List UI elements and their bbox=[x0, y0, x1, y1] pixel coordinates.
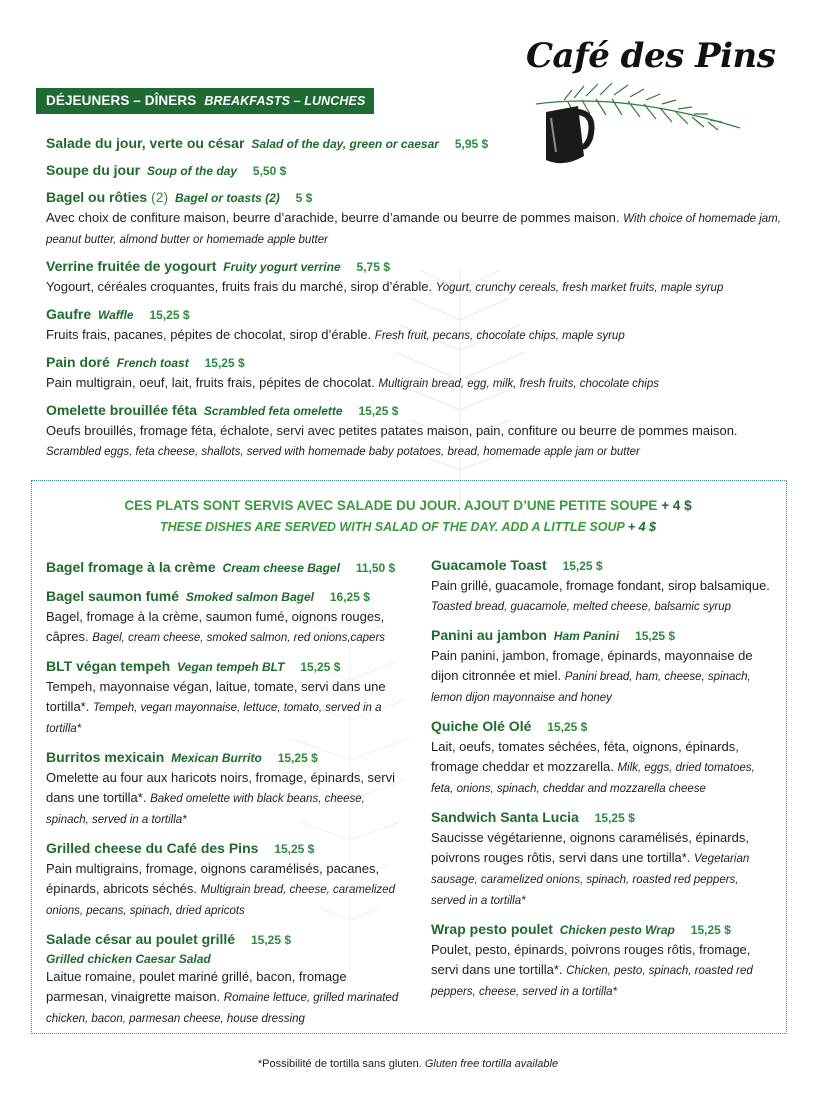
item-description bbox=[46, 325, 786, 346]
item-description bbox=[46, 277, 786, 298]
salad-note-en bbox=[0, 520, 816, 534]
menu-item bbox=[431, 555, 776, 617]
item-price: 15,25 $ bbox=[635, 629, 676, 643]
item-name-fr: Gaufre bbox=[46, 306, 92, 322]
item-desc-fr: Pain panini, jambon, fromage, épinards, mayonnaise de dijon citronnée et miel. bbox=[431, 648, 753, 683]
menu-item bbox=[46, 256, 786, 298]
item-desc-fr: Pain multigrain, oeuf, lait, fruits frais, pépites de chocolat. bbox=[46, 375, 375, 390]
logo-text: Café des Pins bbox=[526, 36, 776, 76]
item-price: 15,25 $ bbox=[690, 923, 731, 937]
menu-item bbox=[46, 838, 406, 921]
item-desc-en: Baked omelette with black beans, cheese, spinach, served in a tortilla* bbox=[46, 793, 365, 826]
item-name-en: Chicken pesto Wrap bbox=[559, 923, 675, 937]
item-name-fr: Grilled cheese du Café des Pins bbox=[46, 840, 259, 856]
item-description bbox=[46, 421, 786, 462]
item-name-fr: BLT végan tempeh bbox=[46, 658, 171, 674]
item-name-fr: Guacamole Toast bbox=[431, 557, 547, 573]
left-menu-column bbox=[46, 557, 406, 1037]
menu-item bbox=[46, 747, 406, 830]
item-desc-fr: Bagel, fromage à la crème, saumon fumé, oignons rouges, câpres. bbox=[46, 609, 385, 644]
item-price: 5,95 $ bbox=[454, 137, 489, 151]
item-description bbox=[46, 607, 406, 648]
menu-item bbox=[46, 400, 786, 462]
menu-item bbox=[46, 557, 406, 578]
item-name-fr: Sandwich Santa Lucia bbox=[431, 809, 579, 825]
item-name-en: Bagel or toasts (2) bbox=[175, 191, 280, 205]
item-desc-en: Multigrain bread, egg, milk, fresh fruits, chocolate chips bbox=[378, 378, 660, 390]
menu-item bbox=[46, 187, 786, 250]
item-price: 15,25 $ bbox=[358, 404, 399, 418]
menu-item bbox=[431, 919, 776, 1002]
item-name-fr: Wrap pesto poulet bbox=[431, 921, 553, 937]
item-name-en: Vegan tempeh BLT bbox=[177, 660, 285, 674]
gluten-free-footnote bbox=[0, 1058, 816, 1070]
item-price: 15,25 $ bbox=[274, 842, 315, 856]
footnote-en: Gluten free tortilla available bbox=[424, 1058, 559, 1070]
item-description bbox=[46, 373, 786, 394]
item-desc-fr: Omelette au four aux haricots noirs, fromage, épinards, servi dans une tortilla*. bbox=[46, 770, 395, 805]
item-name-fr: Burritos mexicain bbox=[46, 749, 165, 765]
footnote-fr: *Possibilité de tortilla sans gluten. bbox=[257, 1058, 422, 1070]
salad-note-fr-price: + 4 $ bbox=[661, 498, 692, 513]
item-name-en: Fruity yogurt verrine bbox=[223, 260, 341, 274]
item-quantity: (2) bbox=[151, 189, 169, 205]
item-price: 11,50 $ bbox=[355, 561, 396, 575]
item-price: 15,25 $ bbox=[594, 811, 635, 825]
item-desc-fr: Poulet, pesto, épinards, poivrons rouges rôtis, fromage, servi dans une tortilla*. bbox=[431, 942, 751, 977]
item-desc-en: Scrambled eggs, feta cheese, shallots, served with homemade baby potatoes, bread, homemade apple jam or butter bbox=[46, 446, 640, 458]
item-desc-en: Panini bread, ham, cheese, spinach, lemon dijon mayonnaise and honey bbox=[431, 671, 751, 704]
item-desc-fr: Avec choix de confiture maison, beurre d’arachide, beurre d’amande ou beurre de pommes maison. bbox=[46, 210, 620, 225]
item-name-en: Scrambled feta omelette bbox=[203, 404, 343, 418]
menu-item bbox=[431, 807, 776, 911]
item-name-en: Waffle bbox=[98, 308, 134, 322]
item-name-en: Mexican Burrito bbox=[171, 751, 262, 765]
item-desc-fr: Tempeh, mayonnaise végan, laitue, tomate, servi dans une tortilla*. bbox=[46, 679, 386, 714]
item-desc-fr: Pain grillé, guacamole, fromage fondant, sirop balsamique. bbox=[431, 578, 770, 593]
item-desc-en: Toasted bread, guacamole, melted cheese, balsamic syrup bbox=[431, 601, 732, 613]
item-name-fr: Bagel ou rôties bbox=[46, 189, 148, 205]
item-desc-fr: Laitue romaine, poulet mariné grillé, bacon, fromage parmesan, vinaigrette maison. bbox=[46, 969, 347, 1004]
item-desc-en: Yogurt, crunchy cereals, fresh market fruits, maple syrup bbox=[435, 282, 724, 294]
item-price: 5 $ bbox=[295, 191, 313, 205]
salad-note-en-text: THESE DISHES ARE SERVED WITH SALAD OF THE DAY. ADD A LITTLE SOUP bbox=[159, 520, 625, 534]
item-desc-en: Vegetarian sausage, caramelized onions, spinach, roasted red peppers, served in a tortilla* bbox=[431, 853, 750, 907]
right-menu-column bbox=[431, 555, 776, 1010]
item-desc-fr: Yogourt, céréales croquantes, fruits frais du marché, sirop d’érable. bbox=[46, 279, 433, 294]
item-description bbox=[431, 737, 776, 799]
item-description bbox=[431, 576, 776, 617]
menu-item bbox=[46, 133, 786, 154]
item-name-fr: Salade du jour, verte ou césar bbox=[46, 135, 245, 151]
item-description bbox=[431, 940, 776, 1002]
item-name-fr: Panini au jambon bbox=[431, 627, 547, 643]
menu-item bbox=[46, 929, 406, 1029]
item-price: 15,25 $ bbox=[300, 660, 341, 674]
item-desc-fr: Lait, oeufs, tomates séchées, féta, oignons, épinards, fromage cheddar et mozzarella. bbox=[431, 739, 739, 774]
item-price: 5,75 $ bbox=[356, 260, 390, 274]
item-desc-en: With choice of homemade jam, peanut butter, almond butter or homemade apple butter bbox=[46, 213, 781, 246]
item-description bbox=[46, 768, 406, 830]
item-price: 15,25 $ bbox=[547, 720, 588, 734]
breakfast-menu-list bbox=[46, 133, 786, 468]
menu-item bbox=[46, 304, 786, 346]
item-name-fr: Bagel saumon fumé bbox=[46, 588, 180, 604]
item-name-en: Smoked salmon Bagel bbox=[185, 590, 314, 604]
item-name-en: Grilled chicken Caesar Salad bbox=[46, 952, 211, 966]
item-name-fr: Omelette brouillée féta bbox=[46, 402, 197, 418]
item-desc-fr: Fruits frais, pacanes, pépites de chocolat, sirop d’érable. bbox=[46, 327, 372, 342]
item-price: 16,25 $ bbox=[329, 590, 370, 604]
item-name-fr: Salade césar au poulet grillé bbox=[46, 931, 236, 947]
item-name-fr: Quiche Olé Olé bbox=[431, 718, 532, 734]
item-name-fr: Pain doré bbox=[46, 354, 110, 370]
menu-item bbox=[46, 586, 406, 648]
item-name-fr: Bagel fromage à la crème bbox=[46, 559, 216, 575]
item-desc-en: Tempeh, vegan mayonnaise, lettuce, tomato, served in a tortilla* bbox=[46, 702, 382, 735]
item-desc-fr: Pain multigrains, fromage, oignons caramélisés, pacanes, épinards, abricots séchés. bbox=[46, 861, 380, 896]
item-description bbox=[46, 859, 406, 921]
item-price: 15,25 $ bbox=[204, 356, 245, 370]
menu-item bbox=[46, 160, 786, 181]
item-name-en: Salad of the day, green or caesar bbox=[251, 137, 439, 151]
item-description bbox=[46, 967, 406, 1029]
item-desc-en: Romaine lettuce, grilled marinated chicken, bacon, parmesan cheese, house dressing bbox=[46, 992, 399, 1025]
item-desc-en: Chicken, pesto, spinach, roasted red peppers, cheese, served in a tortilla* bbox=[431, 965, 753, 998]
menu-item bbox=[46, 352, 786, 394]
item-desc-fr: Saucisse végétarienne, oignons caramélisés, épinards, poivrons rouges rôtis, servi dans une tortilla*. bbox=[431, 830, 749, 865]
item-price: 5,50 $ bbox=[252, 164, 287, 178]
section-banner bbox=[36, 88, 374, 114]
item-price: 15,25 $ bbox=[277, 751, 318, 765]
item-desc-en: Bagel, cream cheese, smoked salmon, red onions,capers bbox=[92, 632, 386, 644]
menu-item bbox=[431, 625, 776, 708]
item-name-en: French toast bbox=[116, 356, 189, 370]
menu-item bbox=[431, 716, 776, 799]
item-name-en: Ham Panini bbox=[553, 629, 620, 643]
section-title-en: BREAKFASTS – LUNCHES bbox=[204, 94, 366, 108]
item-description bbox=[46, 677, 406, 739]
item-desc-fr: Oeufs brouillés, fromage féta, échalote, servi avec petites patates maison, pain, confiture ou beurre de pommes maison. bbox=[46, 423, 738, 438]
menu-item bbox=[46, 656, 406, 739]
item-name-fr: Verrine fruitée de yogourt bbox=[46, 258, 217, 274]
item-description bbox=[46, 208, 786, 250]
item-desc-en: Milk, eggs, dried tomatoes, feta, onions, spinach, cheddar and mozzarella cheese bbox=[431, 762, 755, 795]
item-description bbox=[431, 646, 776, 708]
item-price: 15,25 $ bbox=[250, 933, 292, 947]
item-description bbox=[431, 828, 776, 911]
salad-note-en-price: + 4 $ bbox=[627, 520, 657, 534]
item-desc-en: Fresh fruit, pecans, chocolate chips, maple syrup bbox=[374, 330, 625, 342]
section-title-fr: DÉJEUNERS – DÎNERS bbox=[46, 93, 197, 108]
item-name-en: Soup of the day bbox=[147, 164, 237, 178]
salad-note-fr bbox=[0, 498, 816, 513]
salad-note-fr-text: CES PLATS SONT SERVIS AVEC SALADE DU JOUR. AJOUT D’UNE PETITE SOUPE bbox=[124, 498, 658, 513]
item-price: 15,25 $ bbox=[562, 559, 603, 573]
item-name-fr: Soupe du jour bbox=[46, 162, 141, 178]
item-price: 15,25 $ bbox=[149, 308, 190, 322]
item-name-en: Cream cheese Bagel bbox=[222, 561, 340, 575]
item-desc-en: Multigrain bread, cheese, caramelized onions, pecans, spinach, dried apricots bbox=[46, 884, 395, 917]
